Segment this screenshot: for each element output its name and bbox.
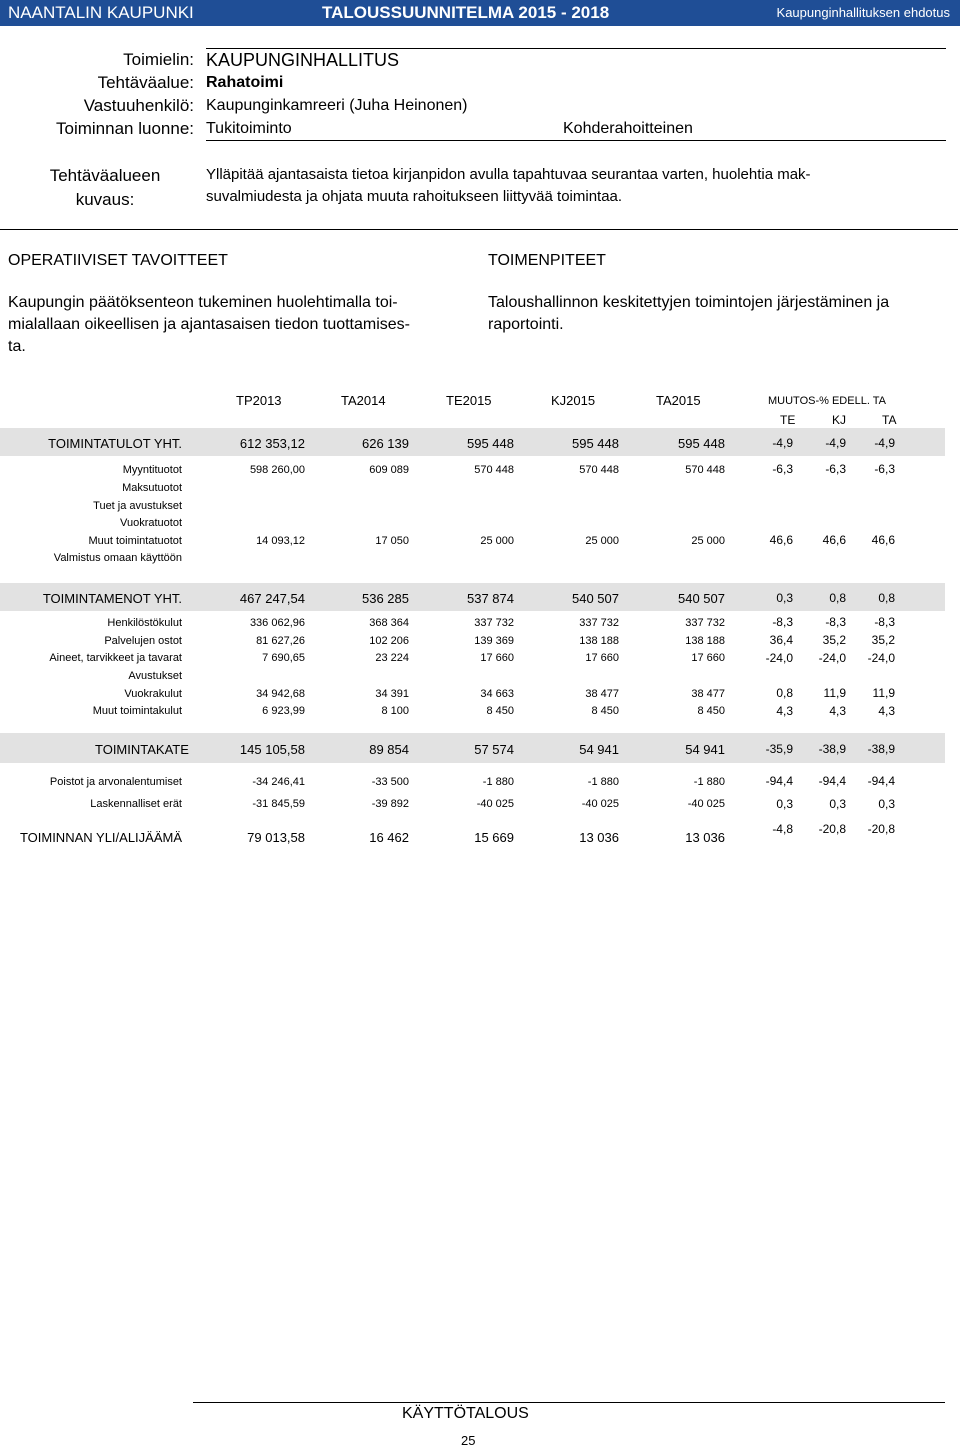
change-cell: 11,9 bbox=[872, 686, 895, 700]
change-cell: -8,3 bbox=[825, 615, 846, 629]
footer-title: KÄYTTÖTALOUS bbox=[402, 1405, 529, 1422]
row-label: TOIMINTAKATE bbox=[95, 742, 189, 757]
change-cell: 4,3 bbox=[878, 704, 895, 718]
table-cell: 138 188 bbox=[579, 635, 619, 647]
table-cell: 540 507 bbox=[572, 591, 619, 606]
row-label: Laskennalliset erät bbox=[90, 798, 182, 810]
kuvaus-label-line-2: kuvaus: bbox=[75, 190, 135, 209]
table-cell: 536 285 bbox=[362, 591, 409, 606]
table-cell: 138 188 bbox=[685, 635, 725, 647]
change-cell: -35,9 bbox=[765, 742, 793, 756]
table-cell: 337 732 bbox=[685, 617, 725, 629]
change-cell: 0,3 bbox=[776, 797, 793, 811]
change-cell: 46,6 bbox=[822, 533, 846, 547]
actions-title: TOIMENPITEET bbox=[488, 252, 606, 269]
row-label: Vuokratuotot bbox=[120, 517, 182, 529]
actions-line-1: Taloushallinnon keskitettyjen toimintojen järjestäminen ja bbox=[488, 294, 890, 311]
table-cell: 336 062,96 bbox=[249, 617, 305, 629]
table-cell: 57 574 bbox=[474, 742, 514, 757]
change-cell: -24,0 bbox=[867, 651, 895, 665]
vastuuhenkilo-label: Vastuuhenkilö: bbox=[83, 96, 194, 115]
table-cell: 570 448 bbox=[474, 464, 514, 476]
table-cell: 79 013,58 bbox=[247, 830, 305, 845]
table-cell: 17 660 bbox=[691, 652, 725, 664]
column-header: TE2015 bbox=[446, 393, 492, 408]
table-cell: 17 050 bbox=[375, 535, 409, 547]
change-cell: -24,0 bbox=[818, 651, 846, 665]
change-cell: -4,9 bbox=[825, 436, 846, 450]
kohderahoitteinen-label: Kohderahoitteinen bbox=[563, 120, 693, 137]
change-cell: -38,9 bbox=[867, 742, 895, 756]
table-cell: -40 025 bbox=[581, 798, 619, 810]
table-cell: 139 369 bbox=[474, 635, 514, 647]
table-cell: 38 477 bbox=[585, 688, 619, 700]
header-organization: NAANTALIN KAUPUNKI bbox=[8, 3, 194, 22]
table-cell: 7 690,65 bbox=[262, 652, 305, 664]
kuvaus-line-2: suvalmiudesta ja ohjata muuta rahoitukseen liittyvää toimintaa. bbox=[206, 188, 623, 205]
row-label: Palvelujen ostot bbox=[104, 635, 182, 647]
operative-goals-line-1: Kaupungin päätöksenteon tukeminen huolehtimalla toi- bbox=[8, 294, 398, 311]
table-cell: 145 105,58 bbox=[239, 742, 305, 757]
column-header: TA2014 bbox=[341, 393, 386, 408]
table-cell: -39 892 bbox=[371, 798, 409, 810]
operative-goals-title: OPERATIIVISET TAVOITTEET bbox=[8, 252, 228, 269]
table-cell: 595 448 bbox=[467, 436, 514, 451]
table-cell: 34 391 bbox=[375, 688, 409, 700]
table-cell: 38 477 bbox=[691, 688, 725, 700]
luonne-label: Toiminnan luonne: bbox=[56, 119, 194, 138]
change-header: MUUTOS-% EDELL. TA bbox=[768, 395, 886, 407]
change-cell: 0,3 bbox=[829, 797, 846, 811]
header-status: Kaupunginhallituksen ehdotus bbox=[776, 5, 950, 20]
table-cell: 14 093,12 bbox=[256, 535, 305, 547]
luonne-value: Tukitoiminto bbox=[206, 120, 292, 137]
column-header: TA2015 bbox=[656, 393, 701, 408]
table-cell: 89 854 bbox=[369, 742, 409, 757]
change-cell: 35,2 bbox=[871, 633, 895, 647]
table-cell: -1 880 bbox=[482, 776, 514, 788]
row-label: Aineet, tarvikkeet ja tavarat bbox=[49, 652, 182, 664]
operative-goals-line-2: mialallaan oikeellisen ja ajantasaisen tiedon tuottamises- bbox=[8, 316, 411, 333]
table-cell: 8 450 bbox=[591, 705, 619, 717]
table-cell: 595 448 bbox=[678, 436, 725, 451]
table-cell: 54 941 bbox=[579, 742, 619, 757]
change-cell: 4,3 bbox=[776, 704, 793, 718]
table-cell: 13 036 bbox=[685, 830, 725, 845]
header-document-title: TALOUSSUUNNITELMA 2015 - 2018 bbox=[322, 3, 610, 22]
column-header: TP2013 bbox=[236, 393, 282, 408]
table-cell: 25 000 bbox=[691, 535, 725, 547]
change-cell: -6,3 bbox=[825, 462, 846, 476]
table-cell: 13 036 bbox=[579, 830, 619, 845]
change-cell: 36,4 bbox=[769, 633, 793, 647]
table-cell: 337 732 bbox=[579, 617, 619, 629]
row-label: Tuet ja avustukset bbox=[93, 500, 182, 512]
table-cell: 537 874 bbox=[467, 591, 514, 606]
table-cell: 25 000 bbox=[585, 535, 619, 547]
table-cell: 570 448 bbox=[579, 464, 619, 476]
table-cell: 467 247,54 bbox=[239, 591, 305, 606]
table-cell: -40 025 bbox=[476, 798, 514, 810]
change-cell: -4,8 bbox=[772, 822, 793, 836]
table-cell: 609 089 bbox=[369, 464, 409, 476]
kuvaus-line-1: Ylläpitää ajantasaista tietoa kirjanpidon avulla tapahtuvaa seurantaa varten, huolehtia mak- bbox=[206, 166, 811, 183]
table-cell: 15 669 bbox=[474, 830, 514, 845]
row-label: TOIMINNAN YLI/ALIJÄÄMÄ bbox=[19, 830, 182, 845]
table-cell: 368 364 bbox=[369, 617, 409, 629]
change-cell: 0,3 bbox=[878, 797, 895, 811]
table-cell: 8 450 bbox=[697, 705, 725, 717]
table-cell: 6 923,99 bbox=[262, 705, 305, 717]
page-number: 25 bbox=[461, 1433, 476, 1448]
row-label: Muut toimintatuotot bbox=[88, 535, 182, 547]
operative-goals-line-3: ta. bbox=[8, 338, 26, 355]
change-cell: 35,2 bbox=[822, 633, 846, 647]
table-cell: 25 000 bbox=[480, 535, 514, 547]
change-cell: -94,4 bbox=[867, 774, 895, 788]
table-cell: 612 353,12 bbox=[239, 436, 305, 451]
table-cell: -40 025 bbox=[687, 798, 725, 810]
table-cell: 17 660 bbox=[480, 652, 514, 664]
change-cell: -8,3 bbox=[772, 615, 793, 629]
table-cell: -33 500 bbox=[371, 776, 409, 788]
row-label: Vuokrakulut bbox=[124, 688, 182, 700]
table-cell: 8 100 bbox=[381, 705, 409, 717]
row-label: Valmistus omaan käyttöön bbox=[53, 552, 182, 564]
row-label: Muut toimintakulut bbox=[92, 705, 182, 717]
table-cell: 570 448 bbox=[685, 464, 725, 476]
table-cell: 626 139 bbox=[362, 436, 409, 451]
change-cell: 0,8 bbox=[829, 591, 846, 605]
table-cell: -34 246,41 bbox=[252, 776, 305, 788]
table-cell: 540 507 bbox=[678, 591, 725, 606]
change-cell: -4,9 bbox=[772, 436, 793, 450]
change-column-header: KJ bbox=[832, 413, 847, 427]
row-label: TOIMINTATULOT YHT. bbox=[48, 436, 182, 451]
kuvaus-label-line-1: Tehtäväalueen bbox=[49, 166, 161, 185]
change-cell: 4,3 bbox=[829, 704, 846, 718]
change-cell: 46,6 bbox=[769, 533, 793, 547]
vastuuhenkilo-value: Kaupunginkamreeri (Juha Heinonen) bbox=[206, 97, 468, 114]
column-header: KJ2015 bbox=[551, 393, 596, 408]
footer-rule bbox=[193, 1402, 945, 1403]
change-cell: -94,4 bbox=[818, 774, 846, 788]
toimielin-label: Toimielin: bbox=[123, 50, 194, 69]
change-cell: -38,9 bbox=[818, 742, 846, 756]
table-cell: 337 732 bbox=[474, 617, 514, 629]
row-label: Myyntituotot bbox=[122, 464, 182, 476]
change-cell: -20,8 bbox=[818, 822, 846, 836]
change-cell: 0,8 bbox=[878, 591, 895, 605]
table-cell: -1 880 bbox=[587, 776, 619, 788]
change-cell: 0,8 bbox=[776, 686, 793, 700]
table-cell: 17 660 bbox=[585, 652, 619, 664]
change-cell: 0,3 bbox=[776, 591, 793, 605]
change-cell: 11,9 bbox=[823, 686, 846, 700]
change-cell: -6,3 bbox=[772, 462, 793, 476]
table-cell: 16 462 bbox=[369, 830, 409, 845]
table-cell: -31 845,59 bbox=[252, 798, 305, 810]
change-column-header: TE bbox=[780, 413, 796, 427]
table-cell: 34 942,68 bbox=[256, 688, 305, 700]
change-cell: -20,8 bbox=[867, 822, 895, 836]
tehtavaalue-label: Tehtäväalue: bbox=[97, 73, 194, 92]
table-cell: 54 941 bbox=[685, 742, 725, 757]
tehtavaalue-value: Rahatoimi bbox=[206, 74, 284, 91]
row-label: Maksutuotot bbox=[122, 482, 182, 494]
table-cell: 81 627,26 bbox=[256, 635, 305, 647]
table-cell: 102 206 bbox=[369, 635, 409, 647]
change-cell: -24,0 bbox=[765, 651, 793, 665]
change-column-header: TA bbox=[882, 413, 897, 427]
change-cell: -6,3 bbox=[874, 462, 895, 476]
change-cell: 46,6 bbox=[871, 533, 895, 547]
table-cell: 8 450 bbox=[486, 705, 514, 717]
change-cell: -4,9 bbox=[874, 436, 895, 450]
change-cell: -94,4 bbox=[765, 774, 793, 788]
row-label: Henkilöstökulut bbox=[107, 617, 182, 629]
row-label: Poistot ja arvonalentumiset bbox=[49, 776, 182, 788]
change-cell: -8,3 bbox=[874, 615, 895, 629]
table-cell: 23 224 bbox=[375, 652, 409, 664]
row-label: Avustukset bbox=[128, 670, 182, 682]
row-label: TOIMINTAMENOT YHT. bbox=[42, 591, 182, 606]
toimielin-value: KAUPUNGINHALLITUS bbox=[206, 50, 400, 70]
table-cell: 34 663 bbox=[480, 688, 514, 700]
table-cell: -1 880 bbox=[693, 776, 725, 788]
table-cell: 598 260,00 bbox=[249, 464, 305, 476]
actions-line-2: raportointi. bbox=[488, 316, 564, 333]
table-cell: 595 448 bbox=[572, 436, 619, 451]
